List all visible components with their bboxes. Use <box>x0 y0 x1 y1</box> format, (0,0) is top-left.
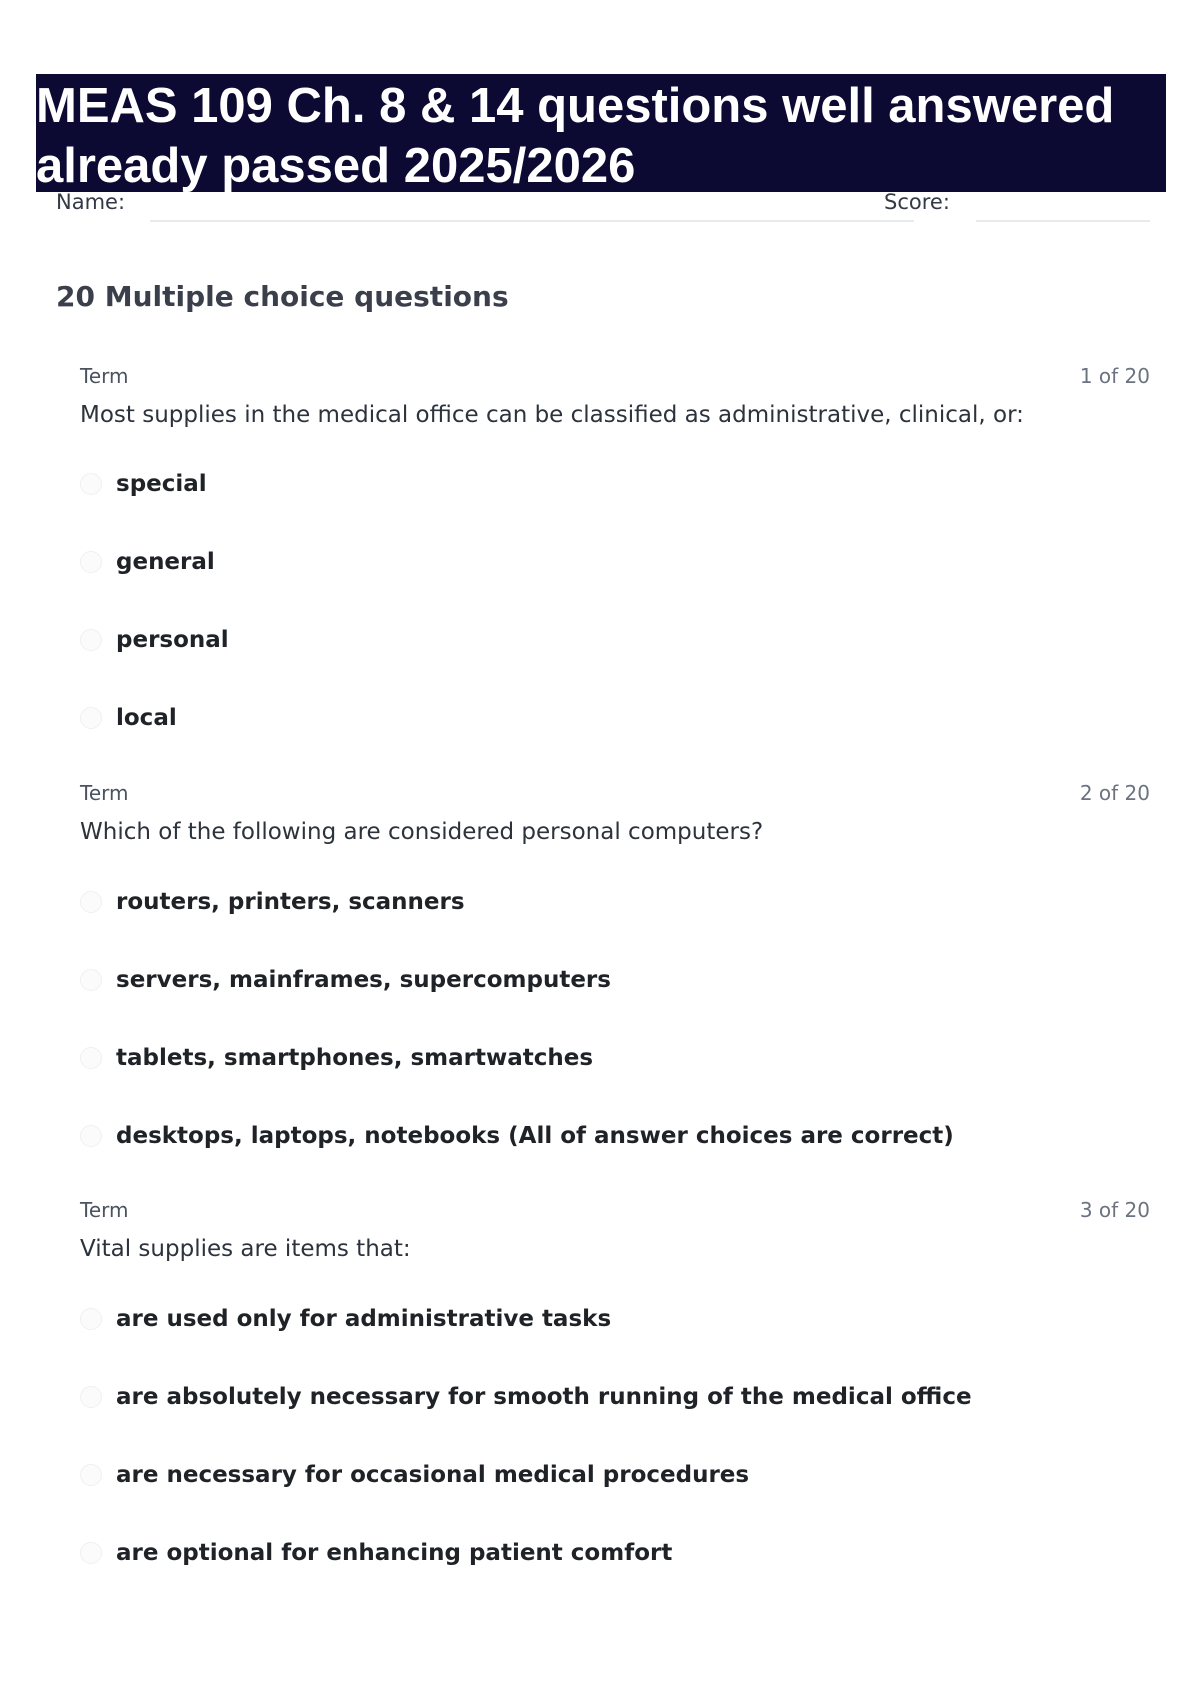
answer-option-label: general <box>116 549 215 575</box>
question-term-label: Term <box>80 781 129 805</box>
answer-option[interactable] <box>80 960 611 1000</box>
name-score-row <box>56 190 1150 230</box>
score-field[interactable] <box>976 220 1150 222</box>
answer-option-label: local <box>116 705 177 731</box>
answer-option-label: are absolutely necessary for smooth running of the medical office <box>116 1384 972 1410</box>
section-heading: 20 Multiple choice questions <box>56 280 509 313</box>
question-card <box>80 781 1150 1161</box>
answer-option[interactable] <box>80 1533 672 1573</box>
document-title: MEAS 109 Ch. 8 & 14 questions well answered already passed 2025/2026 <box>36 79 1115 193</box>
question-text: Most supplies in the medical office can be classified as administrative, clinical, or: <box>80 402 1024 428</box>
radio-button[interactable] <box>80 1308 102 1330</box>
question-counter: 2 of 20 <box>1079 781 1150 805</box>
answer-option-label: tablets, smartphones, smartwatches <box>116 1045 594 1071</box>
answer-option-label: are optional for enhancing patient comfort <box>116 1540 673 1566</box>
answer-option[interactable] <box>80 698 177 738</box>
radio-button[interactable] <box>80 473 102 495</box>
question-term-label: Term <box>80 364 129 388</box>
name-field[interactable] <box>150 220 914 222</box>
answer-option-label: servers, mainframes, supercomputers <box>116 967 611 993</box>
answer-option-label: routers, printers, scanners <box>116 889 465 915</box>
answer-option-label: personal <box>116 627 229 653</box>
question-text: Which of the following are considered personal computers? <box>80 819 764 845</box>
radio-button[interactable] <box>80 629 102 651</box>
answer-option-label: are necessary for occasional medical procedures <box>116 1462 750 1488</box>
answer-option[interactable] <box>80 882 465 922</box>
radio-button[interactable] <box>80 1464 102 1486</box>
answer-option-label: are used only for administrative tasks <box>116 1306 612 1332</box>
answer-option[interactable] <box>80 1455 749 1495</box>
radio-button[interactable] <box>80 1125 102 1147</box>
radio-button[interactable] <box>80 891 102 913</box>
answer-option-label: desktops, laptops, notebooks (All of answer choices are correct) <box>116 1123 954 1149</box>
radio-button[interactable] <box>80 1542 102 1564</box>
score-label: Score: <box>884 190 950 214</box>
question-term-label: Term <box>80 1198 129 1222</box>
question-counter: 3 of 20 <box>1079 1198 1150 1222</box>
radio-button[interactable] <box>80 707 102 729</box>
answer-option[interactable] <box>80 620 229 660</box>
answer-option[interactable] <box>80 1299 611 1339</box>
question-text: Vital supplies are items that: <box>80 1236 411 1262</box>
answer-option[interactable] <box>80 1377 972 1417</box>
question-counter: 1 of 20 <box>1079 364 1150 388</box>
question-card <box>80 1198 1150 1578</box>
radio-button[interactable] <box>80 1386 102 1408</box>
answer-option[interactable] <box>80 464 207 504</box>
question-card <box>80 364 1150 744</box>
answer-option[interactable] <box>80 542 215 582</box>
radio-button[interactable] <box>80 1047 102 1069</box>
answer-option-label: special <box>116 471 207 497</box>
answer-option[interactable] <box>80 1038 593 1078</box>
title-banner <box>36 74 1166 192</box>
radio-button[interactable] <box>80 969 102 991</box>
answer-option[interactable] <box>80 1116 954 1156</box>
radio-button[interactable] <box>80 551 102 573</box>
name-label: Name: <box>56 190 126 214</box>
